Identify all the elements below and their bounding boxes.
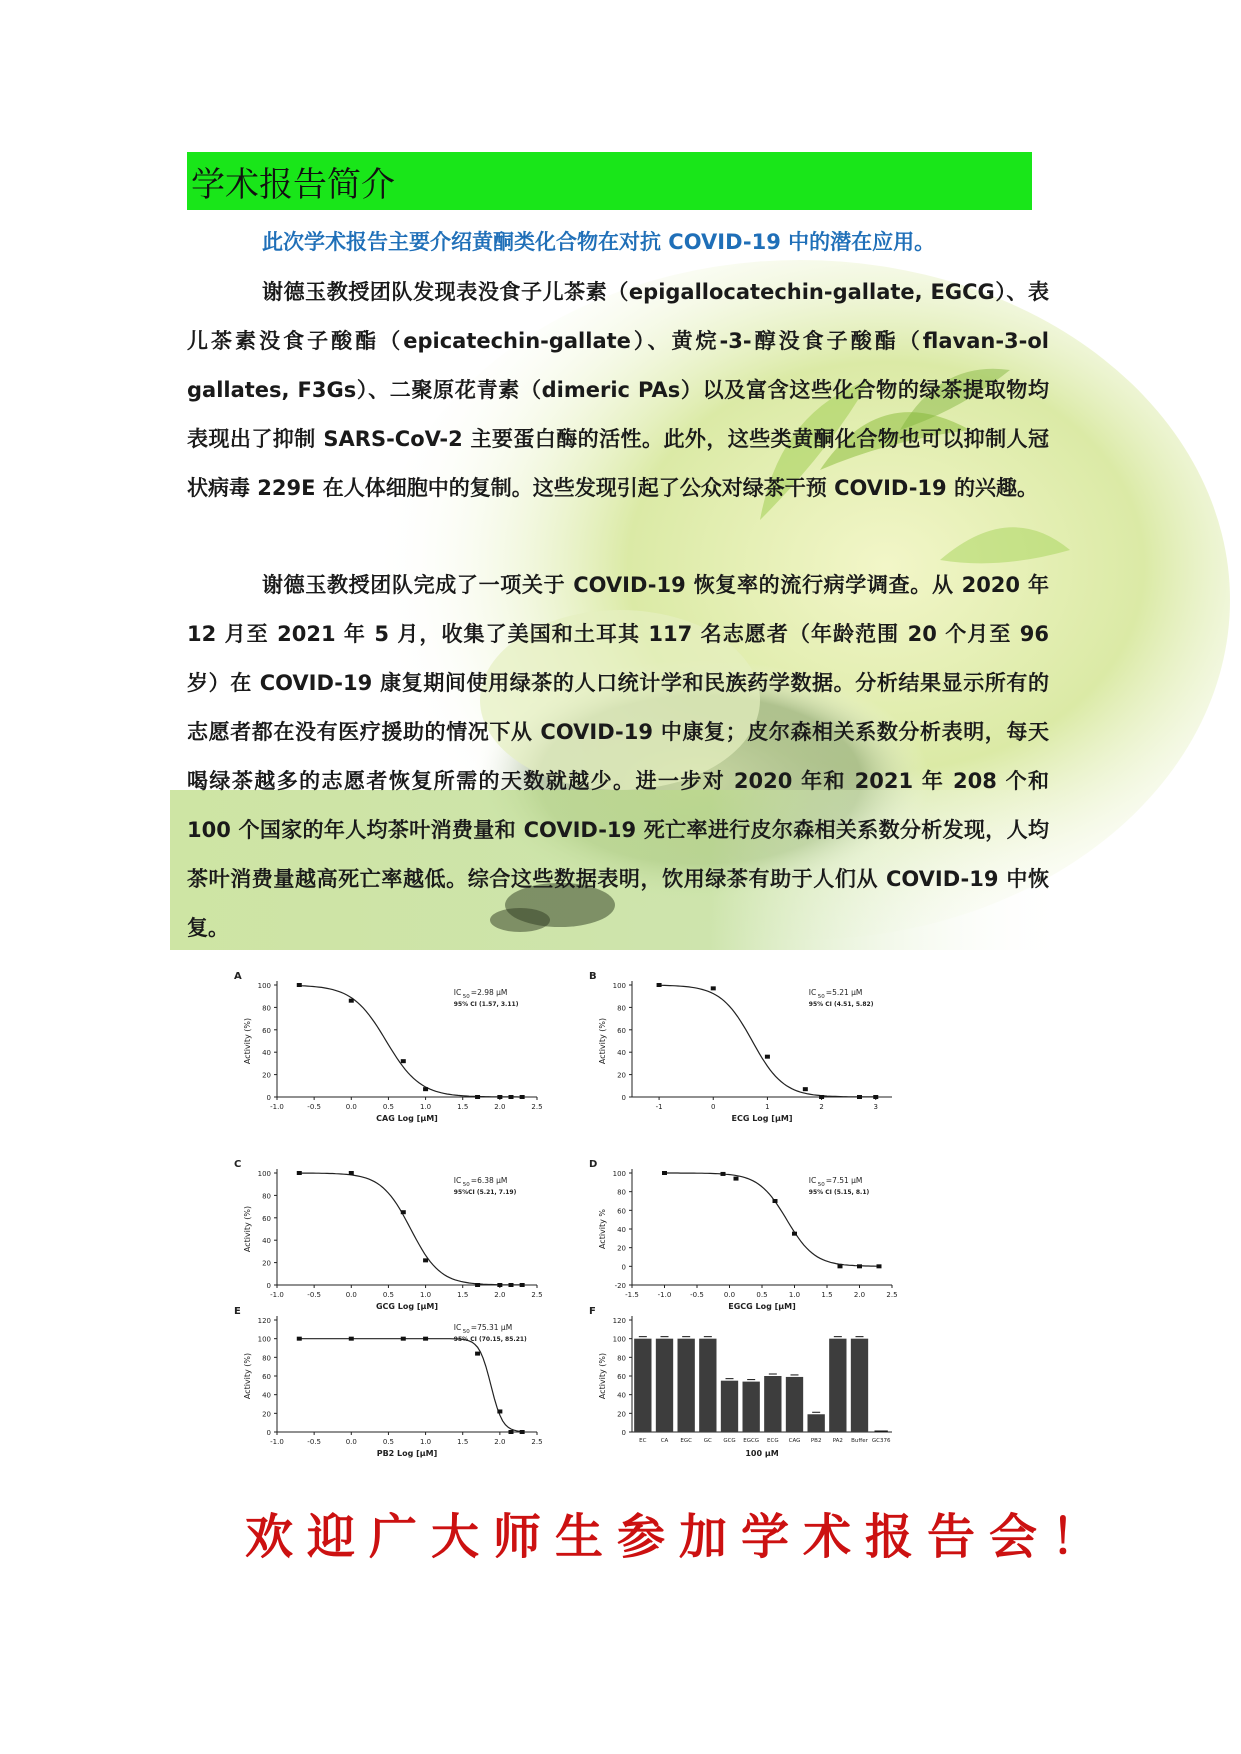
y-tick-label: 80: [617, 1354, 626, 1363]
ci-label: 95% CI (4.51, 5.82): [808, 1001, 874, 1008]
data-point: [509, 1430, 514, 1434]
ic50-value: =2.98 μM: [470, 988, 508, 997]
y-tick-label: 120: [257, 1317, 271, 1325]
x-tick-label: -0.5: [690, 1291, 704, 1299]
paragraph-1: 谢德玉教授团队发现表没食子儿茶素（epigallocatechin-gallate, EGCG）、表儿茶素没食子酸酯（epicatechin-gallate）、黄烷-3-醇没食子酸酯（flavan-3-ol gallates, F3Gs）、二聚原花青素（dimeric PAs）以及富含这些化合物的绿茶提取物均表现出了抑制 SARS-CoV-2 主要蛋白酶的活性。此外，这些类黄酮化合物也可以抑制人冠状病毒 229E 在人体细胞中的复制。这些发现引起了公众对绿茶干预 COVID-19 的兴趣。: [187, 280, 1049, 500]
data-point: [838, 1264, 843, 1268]
ci-label: 95%CI (5.21, 7.19): [453, 1189, 517, 1196]
data-point: [297, 1337, 302, 1341]
y-tick-label: 60: [262, 1214, 271, 1223]
data-point: [734, 1177, 739, 1181]
bar: [634, 1339, 651, 1432]
data-point: [877, 1264, 882, 1268]
y-tick-label: 0: [621, 1263, 626, 1272]
ic50-subscript: 50: [462, 1182, 470, 1188]
bar: [851, 1339, 868, 1432]
x-tick-label: -1.0: [270, 1103, 284, 1111]
x-tick-label: 2.0: [494, 1438, 506, 1446]
bar: [721, 1381, 738, 1432]
data-point: [711, 986, 716, 990]
y-axis-label: Activity (%): [598, 1017, 607, 1065]
y-tick-label: 40: [617, 1226, 626, 1234]
y-axis-label: Activity (%): [243, 1205, 252, 1253]
paragraph-2: 谢德玉教授团队完成了一项关于 COVID-19 恢复率的流行病学调查。从 2020 年 12 月至 2021 年 5 月，收集了美国和土耳其 117 名志愿者（年龄范围 20 个月至 96 岁）在 COVID-19 康复期间使用绿茶的人口统计学和民族药学数据。分析结果显示所有的志愿者都在没有医疗援助的情况下从 COVID-19 中康复；皮尔森相关系数分析表明，每天喝绿茶越多的志愿者恢复所需的天数就越少。进一步对 2020 年和 2021 年 208 个和 100 个国家的年人均茶叶消费量和 COVID-19 死亡率进行皮尔森相关系数分析发现，人均茶叶消费量越高死亡率越低。综合这些数据表明，饮用绿茶有助于人们从 COVID-19 中恢复。: [187, 573, 1049, 940]
x-tick-label: 0.5: [382, 1438, 394, 1446]
x-tick-label: -1.5: [625, 1291, 639, 1299]
x-tick-label: CA: [660, 1438, 669, 1444]
fit-curve: [665, 1173, 880, 1266]
data-point: [520, 1095, 525, 1099]
y-tick-label: 100: [612, 1335, 626, 1344]
x-axis-label: EGCG Log [μM]: [728, 1302, 796, 1311]
x-tick-label: 0.0: [723, 1291, 736, 1299]
x-tick-label: 3: [873, 1103, 878, 1111]
y-tick-label: 60: [262, 1373, 271, 1381]
ci-label: 95% CI (1.57, 3.11): [453, 1001, 519, 1008]
x-tick-label: GC: [703, 1438, 712, 1444]
data-point: [509, 1095, 514, 1099]
x-tick-label: PB2: [810, 1438, 822, 1444]
y-tick-label: 0: [266, 1282, 271, 1290]
bar: [743, 1382, 760, 1432]
fit-curve: [299, 1339, 522, 1432]
x-tick-label: 1.5: [821, 1291, 833, 1299]
data-point: [803, 1087, 808, 1091]
bar: [699, 1339, 716, 1432]
data-point: [349, 1171, 354, 1175]
y-tick-label: 100: [257, 982, 271, 990]
intro-line: 此次学术报告主要介绍黄酮类化合物在对抗 COVID-19 中的潜在应用。: [262, 230, 936, 254]
data-point: [662, 1171, 667, 1175]
data-point: [520, 1283, 525, 1287]
x-tick-label: 1.0: [420, 1291, 432, 1299]
panel-letter: B: [589, 971, 597, 982]
chart-panel-a: [232, 965, 562, 1149]
y-axis-label: Activity (%): [243, 1352, 252, 1400]
data-point: [475, 1283, 480, 1287]
bar: [678, 1339, 695, 1432]
bar: [829, 1339, 846, 1432]
x-tick-label: 0: [711, 1103, 716, 1111]
title-banner: [187, 152, 1032, 210]
x-tick-label: 1.5: [457, 1438, 469, 1446]
ci-label: 95% CI (70.15, 85.21): [453, 1336, 527, 1343]
ic50-prefix: IC: [808, 988, 817, 997]
x-tick-label: GC376: [871, 1438, 891, 1444]
y-tick-label: 20: [262, 1410, 271, 1419]
x-tick-label: 2.0: [853, 1291, 866, 1299]
ic50-subscript: 50: [817, 1182, 825, 1188]
y-axis-label: Activity %: [598, 1208, 607, 1250]
data-point: [401, 1210, 406, 1214]
data-point: [721, 1172, 726, 1176]
x-axis-label: CAG Log [μM]: [376, 1114, 438, 1123]
data-point: [792, 1232, 797, 1236]
panel-letter: F: [589, 1306, 596, 1317]
x-tick-label: 0.0: [345, 1438, 357, 1446]
ic50-value: =5.21 μM: [825, 988, 863, 997]
data-point: [297, 1171, 302, 1175]
x-tick-label: -1.0: [270, 1291, 284, 1299]
y-tick-label: 20: [617, 1244, 626, 1253]
x-tick-label: 2.5: [886, 1291, 898, 1299]
y-tick-label: 80: [617, 1004, 626, 1013]
ic50-value: =6.38 μM: [470, 1176, 508, 1185]
y-tick-label: 20: [617, 1410, 626, 1419]
x-axis-label: PB2 Log [μM]: [376, 1449, 438, 1458]
y-tick-label: -20: [614, 1282, 626, 1290]
y-tick-label: 80: [617, 1188, 626, 1197]
data-point: [423, 1258, 428, 1262]
y-tick-label: 60: [617, 1026, 626, 1035]
x-tick-label: 1.0: [420, 1438, 432, 1446]
bar: [808, 1414, 825, 1432]
chart-panel-f: [587, 1300, 917, 1484]
bar: [656, 1339, 673, 1432]
x-tick-label: CAG: [788, 1438, 801, 1444]
x-axis-label: 100 μM: [745, 1449, 779, 1458]
data-point: [401, 1059, 406, 1063]
welcome-banner: 欢迎广大师生参加学术报告会！: [245, 1509, 1114, 1565]
page-title: 学术报告简介: [191, 164, 395, 205]
x-tick-label: 0.5: [382, 1291, 394, 1299]
x-tick-label: 1.5: [457, 1103, 469, 1111]
data-point: [475, 1095, 480, 1099]
x-tick-label: 0.0: [345, 1103, 357, 1111]
x-tick-label: PA2: [832, 1438, 843, 1444]
x-tick-label: 0.5: [382, 1103, 394, 1111]
data-point: [520, 1430, 525, 1434]
data-point: [497, 1409, 502, 1413]
data-point: [819, 1095, 824, 1099]
x-tick-label: 1.5: [457, 1291, 469, 1299]
data-point: [765, 1055, 770, 1059]
x-tick-label: -1.0: [270, 1438, 284, 1446]
x-tick-label: 2.0: [494, 1103, 506, 1111]
y-tick-label: 60: [617, 1207, 626, 1216]
y-tick-label: 40: [262, 1049, 271, 1058]
panel-letter: E: [234, 1306, 241, 1317]
x-tick-label: 2.5: [531, 1438, 543, 1446]
data-point: [509, 1283, 514, 1287]
ic50-subscript: 50: [817, 994, 825, 1000]
x-tick-label: 1: [765, 1103, 770, 1111]
y-tick-label: 0: [266, 1429, 271, 1437]
data-point: [401, 1337, 406, 1341]
x-tick-label: -0.5: [307, 1103, 321, 1111]
data-point: [857, 1264, 862, 1268]
y-tick-label: 40: [262, 1391, 271, 1400]
y-tick-label: 60: [262, 1026, 271, 1035]
x-tick-label: 0.5: [756, 1291, 768, 1299]
x-tick-label: 2: [819, 1103, 824, 1111]
data-point: [857, 1095, 862, 1099]
data-point: [423, 1087, 428, 1091]
y-tick-label: 0: [621, 1094, 626, 1102]
data-point: [497, 1095, 502, 1099]
y-tick-label: 60: [617, 1373, 626, 1381]
ci-label: 95% CI (5.15, 8.1): [808, 1189, 870, 1196]
ic50-value: =75.31 μM: [470, 1323, 513, 1332]
y-tick-label: 100: [257, 1335, 271, 1344]
panel-letter: A: [234, 971, 242, 982]
x-axis-label: GCG Log [μM]: [375, 1302, 439, 1311]
x-tick-label: -0.5: [307, 1291, 321, 1299]
ic50-prefix: IC: [453, 1176, 462, 1185]
x-tick-label: Buffer: [851, 1438, 868, 1444]
ic50-subscript: 50: [462, 994, 470, 1000]
y-tick-label: 40: [617, 1049, 626, 1058]
y-tick-label: 20: [617, 1071, 626, 1080]
y-tick-label: 100: [612, 1170, 626, 1178]
y-tick-label: 80: [262, 1192, 271, 1201]
y-tick-label: 100: [612, 982, 626, 990]
chart-panel-b: [587, 965, 917, 1149]
ic50-prefix: IC: [453, 988, 462, 997]
y-axis-label: Activity (%): [243, 1017, 252, 1065]
x-tick-label: EGCG: [743, 1438, 760, 1444]
data-point: [349, 999, 354, 1003]
y-tick-label: 80: [262, 1354, 271, 1363]
x-tick-label: 2.0: [494, 1291, 506, 1299]
x-tick-label: EC: [639, 1438, 647, 1444]
y-tick-label: 40: [617, 1391, 626, 1400]
data-point: [349, 1337, 354, 1341]
y-tick-label: 100: [257, 1170, 271, 1178]
x-tick-label: 0.0: [345, 1291, 357, 1299]
x-tick-label: ECG: [767, 1438, 779, 1444]
ic50-subscript: 50: [462, 1329, 470, 1335]
x-tick-label: -0.5: [307, 1438, 321, 1446]
x-tick-label: 1.0: [420, 1103, 432, 1111]
ic50-value: =7.51 μM: [825, 1176, 863, 1185]
data-point: [497, 1283, 502, 1287]
chart-panel-e: [232, 1300, 562, 1484]
bar: [786, 1377, 803, 1432]
data-point: [657, 983, 662, 987]
data-point: [423, 1337, 428, 1341]
bar: [764, 1376, 781, 1432]
y-axis-label: Activity (%): [598, 1352, 607, 1400]
y-tick-label: 80: [262, 1004, 271, 1013]
data-point: [297, 983, 302, 987]
y-tick-label: 0: [621, 1429, 626, 1437]
x-axis-label: ECG Log [μM]: [731, 1114, 793, 1123]
ic50-prefix: IC: [808, 1176, 817, 1185]
x-tick-label: EGC: [680, 1438, 692, 1444]
y-tick-label: 120: [612, 1317, 626, 1325]
panel-letter: D: [589, 1159, 598, 1170]
data-point: [475, 1352, 480, 1356]
x-tick-label: 1.0: [788, 1291, 801, 1299]
data-point: [773, 1199, 778, 1203]
panel-letter: C: [234, 1159, 242, 1170]
y-tick-label: 20: [262, 1071, 271, 1080]
y-tick-label: 40: [262, 1237, 271, 1246]
y-tick-label: 20: [262, 1259, 271, 1268]
y-tick-label: 0: [266, 1094, 271, 1102]
x-tick-label: GCG: [723, 1438, 736, 1444]
x-tick-label: 2.5: [531, 1103, 543, 1111]
data-point: [873, 1095, 878, 1099]
x-tick-label: 2.5: [531, 1291, 543, 1299]
ic50-prefix: IC: [453, 1323, 462, 1332]
x-tick-label: -1: [655, 1103, 663, 1111]
x-tick-label: -1.0: [657, 1291, 672, 1299]
